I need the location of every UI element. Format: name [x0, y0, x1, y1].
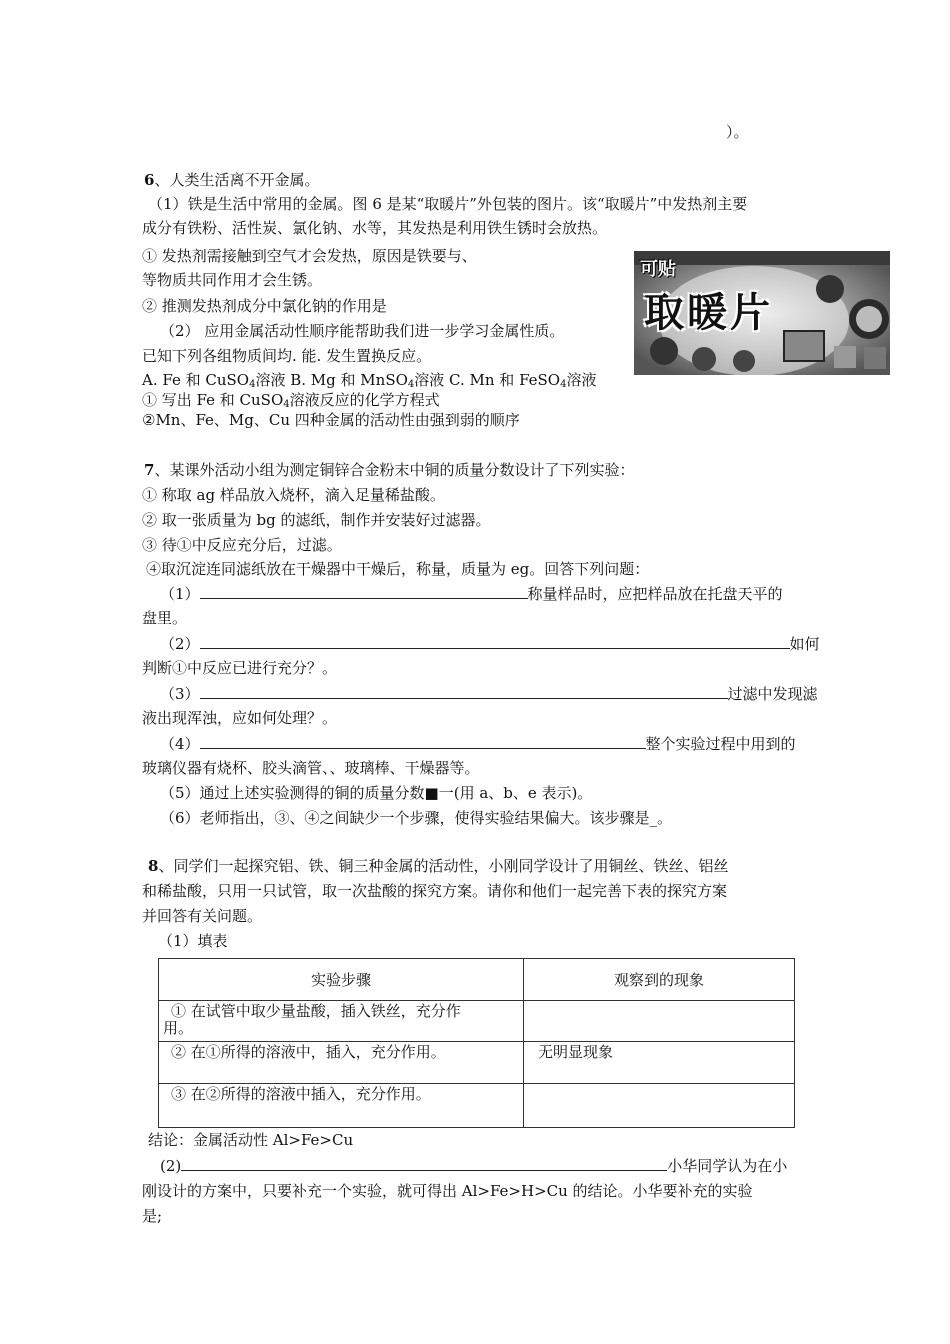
q7-sub5: （5）通过上述实验测得的铜的质量分数■一(用 a、b、e 表示)。: [160, 784, 593, 802]
q6-p2-line1: （2） 应用金属活动性顺序能帮助我们进一步学习金属性质。: [160, 322, 565, 340]
q8-sub2-line3: 是;: [142, 1207, 163, 1225]
q8-sub2-line2: 刚设计的方案中，只要补充一个实验，就可得出 Al>Fe>H>Cu 的结论。小华要补充的实验: [142, 1182, 753, 1200]
header-steps: 实验步骤: [159, 959, 524, 1001]
observation-cell: 无明显现象: [524, 1042, 795, 1084]
q6-sub1-line2: 等物质共同作用才会生锈。: [142, 271, 323, 289]
q7-title: 7、某课外活动小组为测定铜锌合金粉末中铜的质量分数设计了下列实验：: [144, 461, 635, 479]
q6-sub1-line1: ① 发热剂需接触到空气才会发热，原因是铁要与、: [142, 247, 477, 265]
q8-line2: 和稀盐酸，只用一只试管，取一次盐酸的探究方案。请你和他们一起完善下表的探究方案: [142, 882, 728, 900]
q7-sub1-line1: （1） 称量样品时，应把样品放在托盘天平的: [160, 585, 783, 603]
image-title-text: 取暖片: [644, 290, 773, 336]
answer-blank[interactable]: [200, 733, 646, 749]
q6-write-equation: ① 写出 Fe 和 CuSO$_4$溶液反应的化学方程式: [142, 391, 440, 410]
q7-sub3-line2: 液出现浑浊，应如何处理？。: [142, 709, 338, 727]
q7-sub3-line1: （3） 过滤中发现滤: [160, 685, 818, 703]
answer-blank[interactable]: [200, 633, 790, 649]
step-cell: ② 在①所得的溶液中，插入，充分作用。: [159, 1042, 524, 1084]
answer-blank[interactable]: [200, 683, 728, 699]
q7-step4: ④取沉淀连同滤纸放在干燥器中干燥后，称量，质量为 eg。回答下列问题：: [146, 560, 650, 578]
q6-p1-line1: （1）铁是生活中常用的金属。图 6 是某“取暖片”外包装的图片。该“取暖片”中发热剂主要: [148, 195, 748, 213]
heating-pad-package-image: [634, 251, 890, 375]
q6-sub2: ② 推测发热剂成分中氯化钠的作用是: [142, 297, 387, 315]
q7-sub4-line1: （4） 整个实验过程中用到的: [160, 735, 796, 753]
q7-step1: ① 称取 ag 样品放入烧杯，滴入足量稀盐酸。: [142, 486, 445, 504]
step-cell: ③ 在②所得的溶液中插入，充分作用。: [159, 1084, 524, 1128]
q8-title: 8、同学们一起探究铝、铁、铜三种金属的活动性，小刚同学设计了用铜丝、铁丝、铝丝: [148, 857, 729, 875]
q6-p2-line2: 已知下列各组物质间均. 能. 发生置换反应。: [142, 347, 432, 365]
q6-p1-line2: 成分有铁粉、活性炭、氯化钠、水等，其发热是利用铁生锈时会放热。: [142, 219, 608, 237]
q7-sub6: （6）老师指出，③、④之间缺少一个步骤，使得实验结果偏大。该步骤是_。: [160, 809, 673, 827]
image-badge-text: 可贴: [640, 259, 676, 280]
q7-sub2-line2: 判断①中反应已进行充分？。: [142, 659, 338, 677]
table-row: [159, 1001, 795, 1042]
q8-fill-table-label: （1）填表: [158, 932, 228, 950]
q8-sub2-line1: (2) 小华同学认为在小: [160, 1157, 788, 1175]
q7-sub4-line2: 玻璃仪器有烧杯、胶头滴管、、玻璃棒、干燥器等。: [142, 759, 480, 777]
table-row: [159, 1084, 795, 1128]
step-cell: ① 在试管中取少量盐酸，插入铁丝，充分作 用。: [159, 1001, 524, 1042]
observation-cell[interactable]: [524, 1084, 795, 1128]
header-observation: 观察到的现象: [524, 959, 795, 1001]
table-header-row: [159, 959, 795, 1001]
q7-step2: ② 取一张质量为 bg 的滤纸，制作并安装好过滤器。: [142, 511, 491, 529]
answer-blank[interactable]: [200, 583, 528, 599]
observation-cell[interactable]: [524, 1001, 795, 1042]
table-row: [159, 1042, 795, 1084]
q6-title: 6、人类生活离不开金属。: [144, 171, 320, 189]
q7-sub2-line1: （2） 如何: [160, 635, 820, 653]
q7-sub1-line2: 盘里。: [142, 609, 188, 627]
experiment-table: [158, 958, 795, 1128]
q6-activity-order: ②Mn、Fe、Mg、Cu 四种金属的活动性由强到弱的顺序: [142, 411, 520, 429]
trailing-paren: ）。: [726, 123, 749, 141]
q6-options: A. Fe 和 CuSO$_4$溶液 B. Mg 和 MnSO$_4$溶液 C. Mn 和 FeSO$_4$溶液: [142, 371, 597, 390]
q8-line3: 并回答有关问题。: [142, 907, 263, 925]
q7-step3: ③ 待①中反应充分后，过滤。: [142, 536, 342, 554]
q8-conclusion: 结论：金属活动性 Al>Fe>Cu: [148, 1131, 354, 1149]
answer-blank[interactable]: [181, 1155, 667, 1171]
